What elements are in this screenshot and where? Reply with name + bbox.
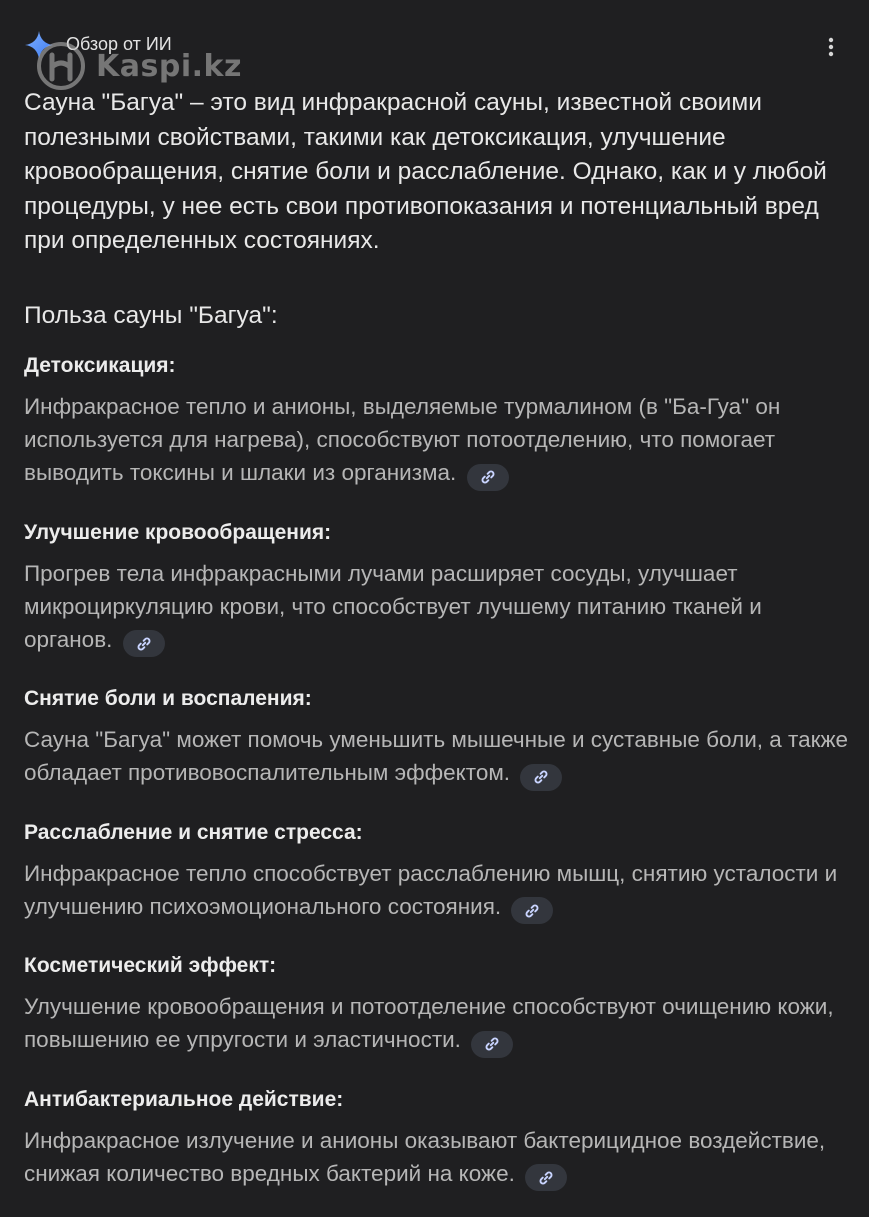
link-icon <box>480 469 496 485</box>
link-icon <box>538 1170 554 1186</box>
benefit-description <box>24 390 854 491</box>
benefit-title: Улучшение кровообращения: <box>24 520 332 544</box>
benefit-text: Сауна "Багуа" может помочь уменьшить мышечные и суставные боли, а также обладает противовоспалительным эффектом. <box>24 727 849 785</box>
source-link-button[interactable] <box>467 464 509 491</box>
benefits-heading: Польза сауны "Багуа": <box>24 302 278 329</box>
benefit-item <box>24 950 854 1058</box>
gemini-sparkle-icon <box>24 30 54 60</box>
benefit-item <box>24 350 854 491</box>
benefits-list <box>24 350 854 1217</box>
benefit-description <box>24 990 854 1058</box>
more-options-button[interactable] <box>821 34 841 60</box>
benefit-description <box>24 1124 854 1192</box>
benefit-title: Снятие боли и воспаления: <box>24 687 312 710</box>
source-link-button[interactable] <box>123 630 165 657</box>
benefit-title: Детоксикация: <box>24 354 176 377</box>
benefit-text: Инфракрасное тепло и анионы, выделяемые турмалином (в "Ба-Гуа" он используется для нагрева), способствуют потоотделению, что помогает выводить токсины и шлаки из организма. <box>24 394 781 485</box>
benefit-title: Косметический эффект: <box>24 954 277 977</box>
benefit-title: Расслабление и снятие стресса: <box>24 820 363 844</box>
benefit-item <box>24 817 854 925</box>
benefit-text: Прогрев тела инфракрасными лучами расширяет сосуды, улучшает микроциркуляцию крови, что способствует лучшему питанию тканей и органов. <box>24 560 762 652</box>
link-icon <box>136 636 152 652</box>
benefit-item <box>24 1084 854 1192</box>
benefit-description <box>24 857 854 925</box>
ai-overview-title: Обзор от ИИ <box>66 34 172 54</box>
benefit-item <box>24 517 854 658</box>
source-link-button[interactable] <box>511 897 553 924</box>
link-icon <box>533 769 549 785</box>
source-link-button[interactable] <box>471 1031 513 1058</box>
benefit-text: Инфракрасное излучение и анионы оказывают бактерицидное воздействие, снижая количество вредных бактерий на коже. <box>24 1127 826 1186</box>
benefit-title: Антибактериальное действие: <box>24 1087 344 1111</box>
more-vert-icon <box>828 37 834 57</box>
source-link-button[interactable] <box>525 1164 567 1191</box>
ai-overview-header <box>24 26 845 66</box>
benefit-description <box>24 723 854 791</box>
link-icon <box>524 903 540 919</box>
link-icon <box>484 1036 500 1052</box>
benefit-text: Инфракрасное тепло способствует расслаблению мышц, снятию усталости и улучшению психоэмоционального состояния. <box>24 860 838 919</box>
benefit-description <box>24 557 854 658</box>
benefit-text: Улучшение кровообращения и потоотделение способствуют очищению кожи, повышению ее упругости и эластичности. <box>24 994 834 1052</box>
overview-intro-text: Сауна "Багуа" – это вид инфракрасной сауны, известной своими полезными свойствами, такими как детоксикация, улучшение кровообращения, снятие боли и расслабление. Однако, как и у любой процедуры, у нее есть свои противопоказания и потенциальный вред при определенных состояниях. <box>24 89 827 254</box>
source-link-button[interactable] <box>520 764 562 791</box>
kaspi-watermark-text: Kaspi.kz <box>96 48 242 84</box>
benefit-item <box>24 683 854 791</box>
